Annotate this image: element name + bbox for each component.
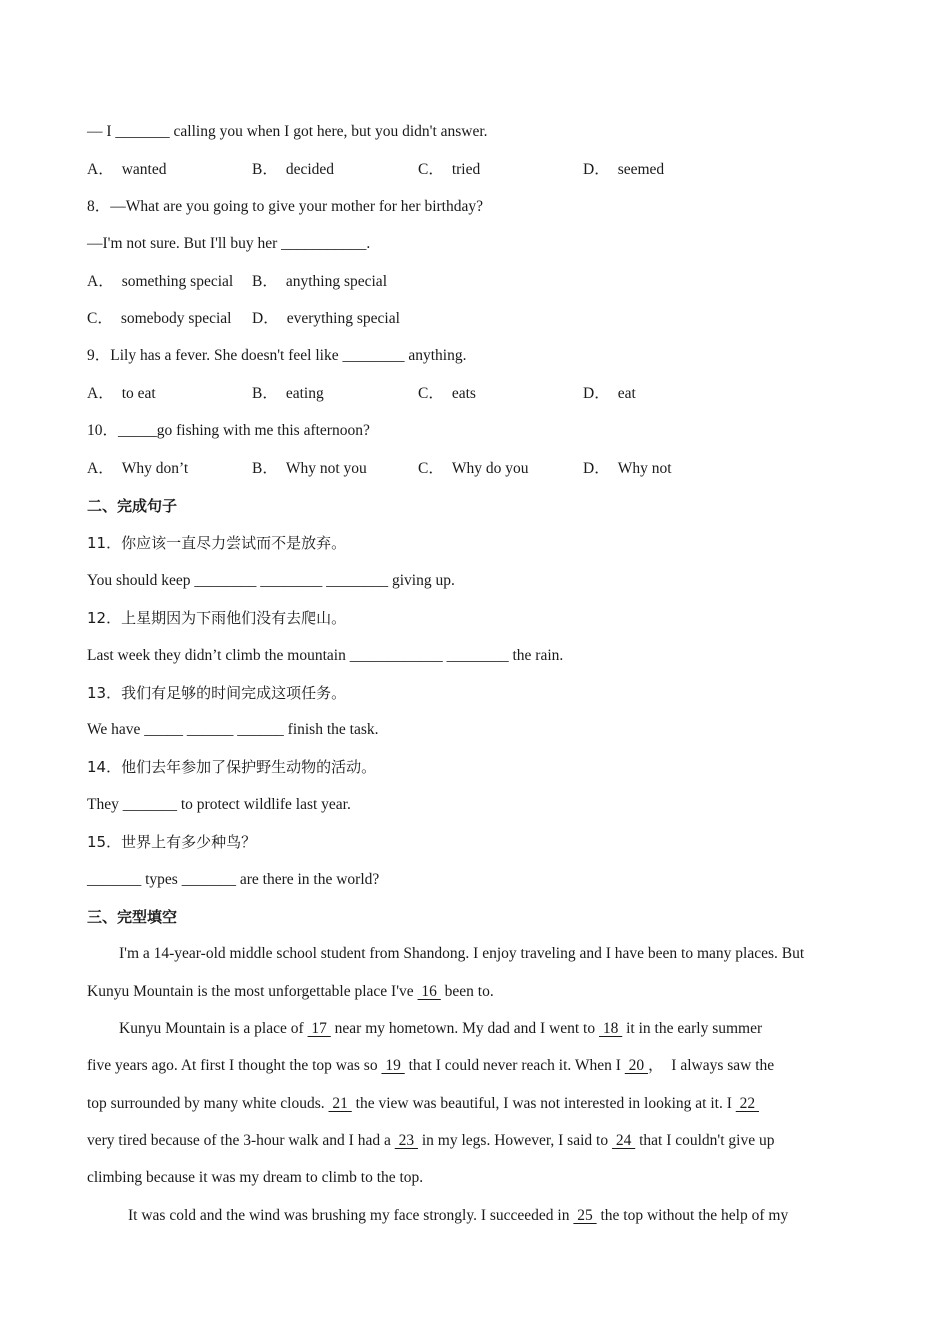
question-7-dialogue: — I _______ calling you when I got here, but you didn't answer. (87, 123, 488, 140)
cloze-blank-20[interactable]: 20 (624, 1057, 649, 1074)
section-heading-cloze: 三、完型填空 (87, 908, 178, 926)
option-b: B． decided (252, 161, 335, 178)
option-d: D． Why not (583, 460, 672, 477)
option-c: C． eats (418, 385, 476, 402)
section-heading-complete-sentences: 二、完成句子 (87, 497, 178, 515)
question-14-chinese: 14．他们去年参加了保护野生动物的活动。 (87, 758, 377, 776)
option-b: B． Why not you (252, 460, 367, 477)
question-13-chinese: 13．我们有足够的时间完成这项任务。 (87, 684, 347, 702)
option-a: A． to eat (87, 385, 156, 402)
passage-line: climbing because it was my dream to climb to the top. (87, 1169, 424, 1186)
question-8-prompt: 8．—What are you going to give your mother for her birthday? (87, 198, 483, 215)
option-a: A． something special (87, 273, 234, 290)
option-c: C． somebody special (87, 310, 232, 327)
passage-line: I'm a 14-year-old middle school student from Shandong. I enjoy traveling and I have been to many places. But (119, 945, 805, 962)
question-10-prompt: 10．_____go fishing with me this afternoon? (87, 422, 370, 439)
cloze-blank-21[interactable]: 21 (328, 1095, 352, 1112)
passage-line: It was cold and the wind was brushing my face strongly. I succeeded in 25 the top without the help of my (128, 1207, 789, 1224)
passage-line: Kunyu Mountain is a place of 17 near my hometown. My dad and I went to 18 it in the early summer (119, 1020, 763, 1037)
question-10-options (87, 459, 887, 479)
cloze-blank-23[interactable]: 23 (394, 1132, 418, 1149)
cloze-blank-25[interactable]: 25 (573, 1207, 597, 1224)
question-12-english: Last week they didn’t climb the mountain ____________ ________ the rain. (87, 647, 564, 664)
cloze-blank-17[interactable]: 17 (307, 1020, 331, 1037)
option-c: C． Why do you (418, 460, 529, 477)
question-8-options-row2 (87, 309, 887, 329)
question-9-prompt: 9．Lily has a fever. She doesn't feel like ________ anything. (87, 347, 467, 364)
question-12-chinese: 12．上星期因为下雨他们没有去爬山。 (87, 609, 347, 627)
option-c: C． tried (418, 161, 481, 178)
option-a: A． Why don’t (87, 460, 189, 477)
passage-line: five years ago. At first I thought the top was so 19 that I could never reach it. When I 20 ， I always saw the (87, 1057, 775, 1074)
cloze-blank-24[interactable]: 24 (611, 1132, 636, 1149)
option-d: D． seemed (583, 161, 665, 178)
cloze-blank-18[interactable]: 18 (598, 1020, 623, 1037)
option-b: B． eating (252, 385, 324, 402)
cloze-blank-22[interactable]: 22 (735, 1095, 759, 1112)
question-8-dialogue: —I'm not sure. But I'll buy her ___________. (87, 235, 371, 252)
question-13-english: We have _____ ______ ______ finish the task. (87, 721, 379, 738)
cloze-blank-19[interactable]: 19 (381, 1057, 405, 1074)
passage-line: very tired because of the 3-hour walk and I had a 23 in my legs. However, I said to 24 that I couldn't give up (87, 1132, 775, 1149)
passage-line: top surrounded by many white clouds. 21 the view was beautiful, I was not interested in looking at it. I 22 (87, 1095, 759, 1112)
cloze-blank-16[interactable]: 16 (417, 983, 441, 1000)
option-a: A． wanted (87, 161, 167, 178)
question-15-english: _______ types _______ are there in the world? (87, 871, 380, 888)
option-d: D． eat (583, 385, 636, 402)
option-d: D． everything special (252, 310, 400, 327)
question-8-options-row1 (87, 272, 887, 292)
question-11-english: You should keep ________ ________ ________ giving up. (87, 572, 455, 589)
passage-line: Kunyu Mountain is the most unforgettable place I've 16 been to. (87, 983, 494, 1000)
question-9-options (87, 384, 887, 404)
question-14-english: They _______ to protect wildlife last year. (87, 796, 351, 813)
question-11-chinese: 11．你应该一直尽力尝试而不是放弃。 (87, 534, 347, 552)
option-b: B． anything special (252, 273, 387, 290)
question-7-options (87, 160, 887, 180)
question-15-chinese: 15．世界上有多少种鸟？ (87, 833, 257, 851)
